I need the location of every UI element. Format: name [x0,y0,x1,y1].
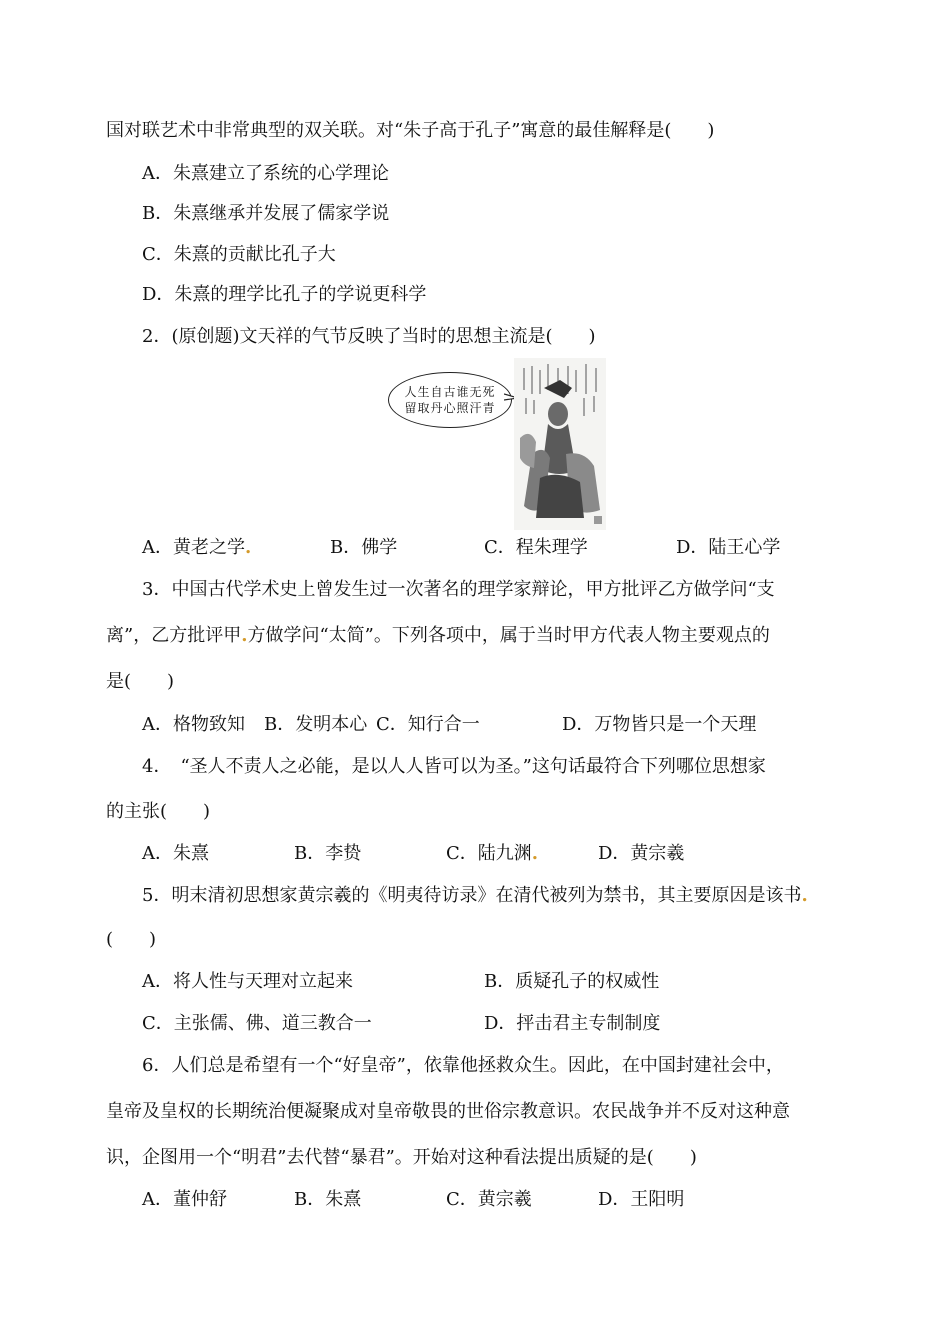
bubble-line-2: 留取丹心照汗青 [404,401,496,415]
q5-option-b: B．质疑孔子的权威性 [484,971,660,992]
q2-option-b: B．佛学 [330,537,398,558]
q1-option-b: B．朱熹继承并发展了儒家学说 [142,203,390,224]
stray-dot-mark: . [241,625,248,646]
q4-line-2: 的主张( ) [106,801,211,822]
q3-line-3: 是( ) [106,671,175,692]
q4-option-c: C．陆九渊. [446,843,539,864]
q6-line-2: 皇帝及皇权的长期统治便凝聚成对皇帝敬畏的世俗宗教意识。农民战争并不反对这种意 [106,1101,790,1122]
q1-option-c: C．朱熹的贡献比孔子大 [142,244,336,265]
q1-option-d: D．朱熹的理学比孔子的学说更科学 [142,284,427,305]
q1-stem-tail: 国对联艺术中非常典型的双关联。对“朱子高于孔子”寓意的最佳解释是( ) [106,120,715,141]
q3-option-c: C．知行合一 [376,714,480,735]
q6-option-a: A．董仲舒 [142,1189,227,1210]
bubble-line-1: 人生自古谁无死 [404,385,496,399]
q2-stem: 2．(原创题)文天祥的气节反映了当时的思想主流是( ) [142,326,596,347]
q3-option-a: A．格物致知 [142,714,245,735]
speech-bubble [388,372,512,428]
q3-option-b: B．发明本心 [264,714,368,735]
q1-option-a: A．朱熹建立了系统的心学理论 [142,163,389,184]
q3-line-1: 3．中国古代学术史上曾发生过一次著名的理学家辩论，甲方批评乙方做学问“支 [142,579,775,600]
q6-line-3: 识，企图用一个“明君”去代替“暴君”。开始对这种看法提出质疑的是( ) [106,1147,697,1168]
q5-option-d: D．抨击君主专制制度 [484,1013,661,1034]
q5-option-a: A．将人性与天理对立起来 [142,971,353,992]
q5-line-1: 5．明末清初思想家黄宗羲的《明夷待访录》在清代被列为禁书，其主要原因是该书. [142,885,808,906]
q6-option-b: B．朱熹 [294,1189,362,1210]
q2-option-c: C．程朱理学 [484,537,588,558]
q4-option-d: D．黄宗羲 [598,843,685,864]
q6-line-1: 6．人们总是希望有一个“好皇帝”，依靠他拯救众生。因此，在中国封建社会中， [142,1055,784,1076]
stray-dot-mark: . [531,843,539,864]
q4-line-1: 4． “圣人不责人之必能，是以人人皆可以为圣。”这句话最符合下列哪位思想家 [142,756,766,777]
q3-option-d: D．万物皆只是一个天理 [562,714,757,735]
stray-dot-mark: . [801,885,808,906]
stray-dot-mark: . [245,537,252,558]
q6-option-c: C．黄宗羲 [446,1189,532,1210]
q4-option-b: B．李贽 [294,843,362,864]
q5-option-c: C．主张儒、佛、道三教合一 [142,1013,372,1034]
q4-option-a: A．朱熹 [142,843,209,864]
q5-line-2: ( ) [106,929,157,950]
q3-line-2: 离”，乙方批评甲.方做学问“太简”。下列各项中，属于当时甲方代表人物主要观点的 [106,625,770,646]
q2-option-a: A．黄老之学. [142,537,252,558]
q6-option-d: D．王阳明 [598,1189,685,1210]
wen-tianxiang-illustration [388,358,608,530]
q2-option-d: D．陆王心学 [676,537,781,558]
ink-painting [514,358,606,530]
